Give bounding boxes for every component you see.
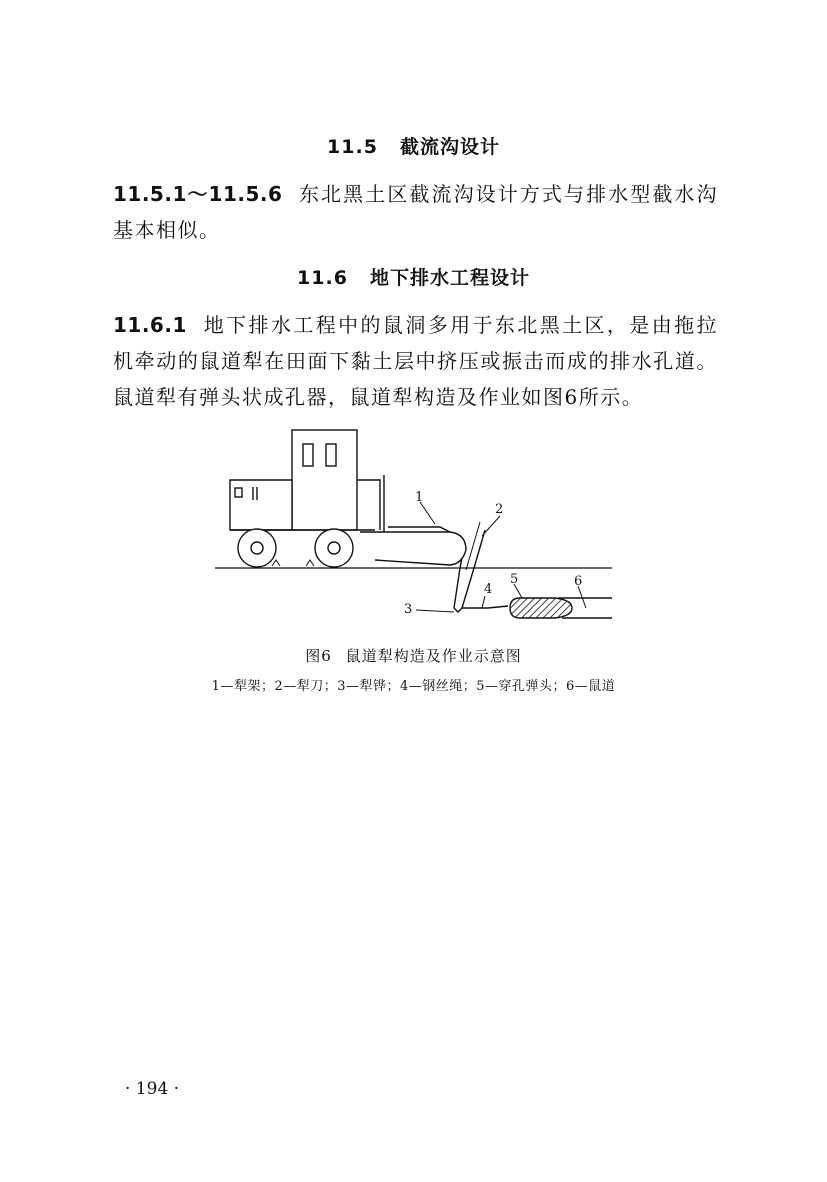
clause-11-6-1 bbox=[113, 307, 718, 415]
tractor-cab bbox=[292, 430, 357, 530]
section-title: 地下排水工程设计 bbox=[369, 267, 530, 289]
callout-label: 6 bbox=[574, 574, 583, 589]
plough-frame bbox=[360, 532, 466, 565]
page-number: · 194 · bbox=[125, 1079, 180, 1099]
section-number: 11.5 bbox=[327, 136, 378, 158]
callout-label: 5 bbox=[510, 572, 519, 587]
piercing-bullet bbox=[510, 598, 572, 618]
clause-11-5-1 bbox=[113, 176, 718, 248]
callout-label: 3 bbox=[404, 602, 413, 617]
mole-plough-figure bbox=[210, 420, 620, 635]
callout-label: 1 bbox=[415, 490, 424, 505]
tractor-wheel bbox=[315, 529, 353, 567]
tractor-wheel bbox=[238, 529, 276, 567]
clause-number: 11.5.1～11.5.6 bbox=[113, 182, 283, 206]
figure-caption bbox=[0, 645, 827, 666]
section-heading-11-5 bbox=[0, 132, 827, 159]
figure-number: 图6 bbox=[305, 647, 332, 665]
clause-number: 11.6.1 bbox=[113, 313, 187, 337]
figure-title: 鼠道犁构造及作业示意图 bbox=[345, 647, 522, 665]
steel-cable bbox=[462, 606, 508, 608]
callout-label: 4 bbox=[484, 582, 493, 597]
figure-legend: 1—犁架；2—犁刀；3—犁铧；4—钢丝绳；5—穿孔弹头；6—鼠道 bbox=[211, 679, 616, 694]
section-number: 11.6 bbox=[297, 267, 348, 289]
section-heading-11-6 bbox=[0, 263, 827, 290]
section-title: 截流沟设计 bbox=[399, 136, 500, 158]
plough-knife bbox=[454, 530, 485, 612]
clause-text: 东北黑土区截流沟设计方式与排水型截水沟基本相似。 bbox=[113, 182, 719, 242]
clause-text: 地下排水工程中的鼠洞多用于东北黑土区，是由拖拉机牵动的鼠道犁在田面下黏土层中挤压或振击而成的排水孔道。鼠道犁有弹头状成孔器，鼠道犁构造及作业如图6所示。 bbox=[113, 313, 718, 409]
callout-label: 2 bbox=[495, 502, 504, 517]
